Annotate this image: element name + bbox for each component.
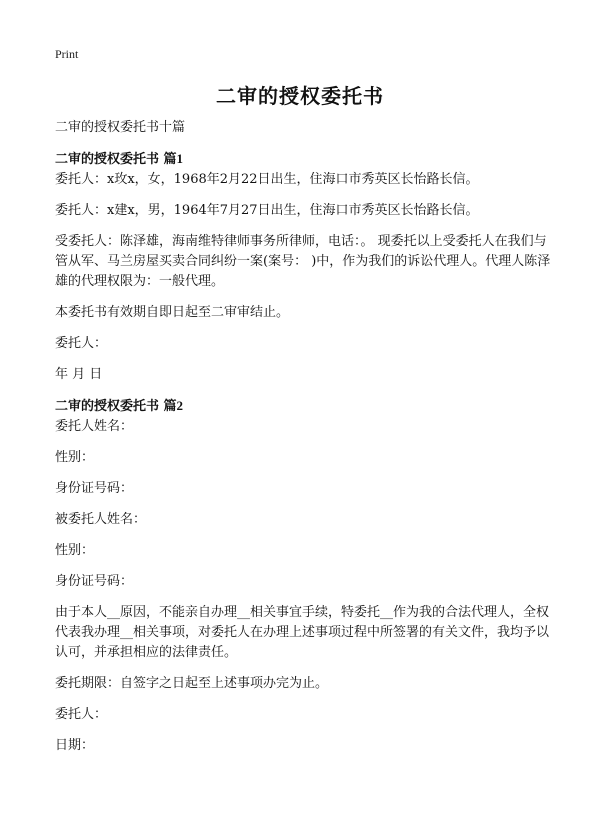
print-link[interactable]: Print xyxy=(55,47,79,61)
section-heading-1 xyxy=(55,149,555,170)
section-heading-text: 二审的授权委托书 xyxy=(55,399,164,414)
paragraph: 委托人：x玫x，女，1968年2月22日出生，住海口市秀英区长怡路长信。 xyxy=(55,172,479,187)
paragraph: 由于本人__原因，不能亲自办理__相关事宜手续，特委托__作为我的合法代理人，全权代表我办理__相关事项，对委托人在办理上述事项过程中所签署的有关文件，我均予以认可，并承担相应的法律责任。 xyxy=(55,605,550,660)
paragraph: 委托人姓名： xyxy=(55,419,134,434)
intro-line: 二审的授权委托书十篇 xyxy=(55,120,186,135)
paragraph: 性别： xyxy=(55,543,95,558)
paragraph: 被委托人姓名： xyxy=(55,512,147,527)
paragraph: 年 月 日 xyxy=(55,367,103,382)
section-heading-number: 篇1 xyxy=(163,151,184,166)
paragraph: 委托人： xyxy=(55,707,108,722)
paragraph: 委托期限：自签字之日起至上述事项办完为止。 xyxy=(55,676,329,691)
paragraph: 本委托书有效期自即日起至二审审结止。 xyxy=(55,305,290,320)
paragraph: 性别： xyxy=(55,450,95,465)
document-body xyxy=(55,118,555,767)
section-heading-2 xyxy=(55,396,555,417)
section-heading-number: 篇2 xyxy=(163,398,184,413)
page-title: 二审的授权委托书 xyxy=(216,84,384,108)
section-heading-text: 二审的授权委托书 xyxy=(55,152,164,167)
paragraph: 委托人： xyxy=(55,336,108,351)
paragraph: 身份证号码： xyxy=(55,481,134,496)
paragraph: 日期： xyxy=(55,738,95,753)
paragraph: 委托人：x建x，男，1964年7月27日出生，住海口市秀英区长怡路长信。 xyxy=(55,203,479,218)
paragraph: 受委托人：陈泽雄，海南维特律师事务所律师，电话：。 现委托以上受委托人在我们与管从军、马兰房屋买卖合同纠纷一案(案号： )中，作为我们的诉讼代理人。代理人陈泽雄的代理权限为：一般代理。 xyxy=(55,234,551,289)
paragraph: 身份证号码： xyxy=(55,574,134,589)
